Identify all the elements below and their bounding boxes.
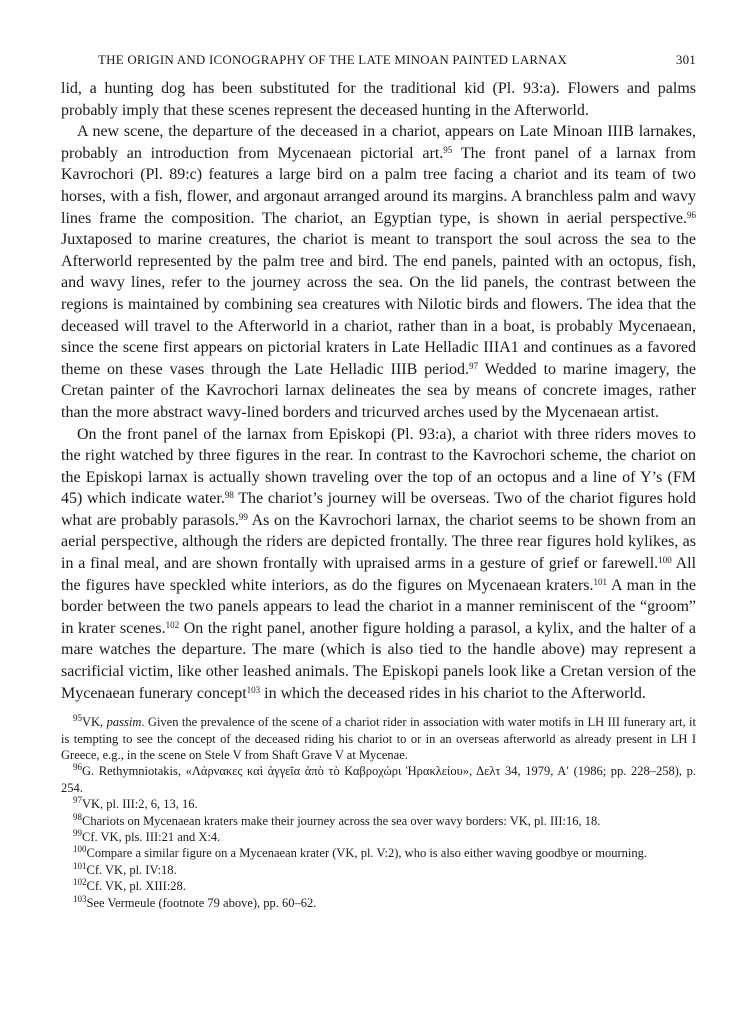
footnote-ref[interactable]: 96 bbox=[687, 209, 696, 220]
footnote-text: Cf. VK, pls. III:21 and X:4. bbox=[82, 830, 221, 845]
paragraph-text: The chariot’s journey will be overseas. Two of the chariot figures hold what are probably parasols. bbox=[61, 490, 696, 529]
footnote-text: Cf. VK, pl. IV:18. bbox=[86, 862, 177, 877]
footnote-ref[interactable]: 97 bbox=[469, 360, 479, 371]
footnote-95 bbox=[61, 714, 696, 763]
footnote-italic: passim bbox=[106, 715, 142, 730]
running-head bbox=[61, 52, 696, 68]
paragraph-text: A man in the border between the two panels appears to lead the chariot in a manner reminiscent of the “groom” in krater scenes. bbox=[61, 576, 697, 637]
paragraph-text: Juxtaposed to marine creatures, the chariot is meant to transport the soul across the sea to the Afterworld represented by the palm tree and bird. The end panels, painted with an octopus, fish, and wavy lines, refer to the journey across the sea. On the lid panels, the contrast between the regions is maintained by combining sea creatures with Nilotic birds and flowers. The idea that the deceased will travel to the Afterworld in a chariot, rather than in a boat, is probably Mycenaean, since the scene first appears on pictorial kraters in Late Helladic IIIA1 and continues as a favored theme on these vases through the Late Helladic IIIB period. bbox=[61, 231, 696, 378]
page bbox=[61, 52, 696, 911]
paragraph-text: lid, a hunting dog has been substituted for the traditional kid (Pl. 93:a). Flowers and palms probably imply that these scenes represent the deceased hunting in the Afterworld. bbox=[61, 80, 696, 119]
paragraph-2 bbox=[61, 121, 696, 423]
running-head-title: THE ORIGIN AND ICONOGRAPHY OF THE LATE MINOAN PAINTED LARNAX bbox=[98, 52, 568, 67]
footnote-103 bbox=[61, 895, 696, 911]
footnote-number: 101 bbox=[73, 860, 87, 871]
paragraph-1 bbox=[61, 78, 696, 121]
paragraph-text: On the front panel of the larnax from Episkopi (Pl. 93:a), a chariot with three riders moves to the right watched by three figures in the rear. In contrast to the Kavrochori scheme, the chariot on the Episkopi larnax is actually shown traveling over the top of an octopus and a line of Y’s (FM 45) which indicate water. bbox=[61, 425, 696, 508]
footnote-number: 102 bbox=[73, 877, 87, 888]
footnote-ref[interactable]: 101 bbox=[593, 576, 608, 587]
footnote-101 bbox=[61, 862, 696, 878]
body-text bbox=[61, 78, 696, 704]
paragraph-text: As on the Kavrochori larnax, the chariot seems to be shown from an aerial perspective, although the riders are depicted frontally. The three rear figures hold kylikes, as in a final meal, and are shown frontally with upraised arms in a gesture of grief or farewell. bbox=[61, 511, 697, 573]
footnote-97 bbox=[61, 796, 696, 812]
footnotes bbox=[61, 714, 696, 911]
footnote-ref[interactable]: 100 bbox=[658, 555, 672, 566]
footnote-text: VK, pl. III:2, 6, 13, 16. bbox=[82, 797, 198, 812]
footnote-text: Compare a similar figure on a Mycenaean krater (VK, pl. V:2), who is also either waving goodbye or mourning. bbox=[86, 846, 647, 861]
footnote-ref[interactable]: 95 bbox=[443, 144, 453, 155]
paragraph-text: On the right panel, another figure holding a parasol, a kylix, and the halter of a mare watches the departure. The mare (which is also tied to the handle above) may represent a sacrificial victim, like other leashed animals. The Episkopi panels look like a Cretan version of the Mycenaean funerary concept bbox=[61, 619, 696, 702]
footnote-number: 100 bbox=[73, 844, 87, 855]
footnote-number: 96 bbox=[73, 762, 82, 773]
footnote-98 bbox=[61, 813, 696, 829]
paragraph-text: A new scene, the departure of the deceased in a chariot, appears on Late Minoan IIIB larnakes, probably an introduction from Mycenaean pictorial art. bbox=[61, 123, 696, 162]
footnote-text: VK, bbox=[82, 715, 107, 730]
paragraph-text: All the figures have speckled white interiors, as do the figures on Mycenaean kraters. bbox=[61, 555, 697, 594]
footnote-ref[interactable]: 103 bbox=[246, 684, 261, 695]
footnote-text: G. Rethymniotakis, «Λάρνακες καὶ ἀγγεῖα ἀπὸ τὸ Καβροχώρι Ἡρακλείου», Δελτ 34, 1979, Α′ (1986; pp. 228–258), p. 254. bbox=[61, 764, 696, 795]
paragraph-3 bbox=[61, 424, 696, 705]
paragraph-text: in which the deceased rides in his chariot to the Afterworld. bbox=[260, 684, 646, 702]
page-number: 301 bbox=[675, 52, 696, 67]
footnote-number: 95 bbox=[73, 713, 82, 724]
footnote-ref[interactable]: 98 bbox=[224, 490, 234, 501]
footnote-96 bbox=[61, 763, 696, 796]
footnote-100 bbox=[61, 845, 696, 861]
footnote-text: Cf. VK, pl. XIII:28. bbox=[86, 879, 186, 894]
footnote-text: . Given the prevalence of the scene of a chariot rider in association with water motifs in LH III funerary art, it is tempting to see the concept of the deceased riding his chariot to or in an overseas afterworld as already present in LH I Greece, e.g., in the scene on Stele V from Shaft Grave V at Mycenae. bbox=[61, 715, 696, 763]
footnote-number: 97 bbox=[73, 795, 82, 806]
footnote-text: Chariots on Mycenaean kraters make their journey across the sea over wavy borders: VK, pl. III:16, 18. bbox=[82, 813, 601, 828]
footnote-number: 98 bbox=[73, 811, 82, 822]
footnote-99 bbox=[61, 829, 696, 845]
paragraph-text: Wedded to marine imagery, the Cretan painter of the Kavrochori larnax delineates the sea by means of concrete images, rather than the more abstract wavy-lined borders and tricurved arches used by the Mycenaean artist. bbox=[61, 360, 697, 421]
paragraph-text: The front panel of a larnax from Kavrochori (Pl. 89:c) features a large bird on a palm tree facing a chariot and its team of two horses, with a fish, flower, and argonaut arranged around its margins. A branchless palm and wavy lines frame the composition. The chariot, an Egyptian type, is shown in aerial perspective. bbox=[61, 144, 696, 227]
footnote-ref[interactable]: 102 bbox=[165, 619, 180, 630]
footnote-text: See Vermeule (footnote 79 above), pp. 60–62. bbox=[86, 895, 317, 910]
footnote-ref[interactable]: 99 bbox=[238, 511, 248, 522]
footnote-102 bbox=[61, 878, 696, 894]
footnote-number: 103 bbox=[73, 893, 87, 904]
footnote-number: 99 bbox=[73, 828, 82, 839]
